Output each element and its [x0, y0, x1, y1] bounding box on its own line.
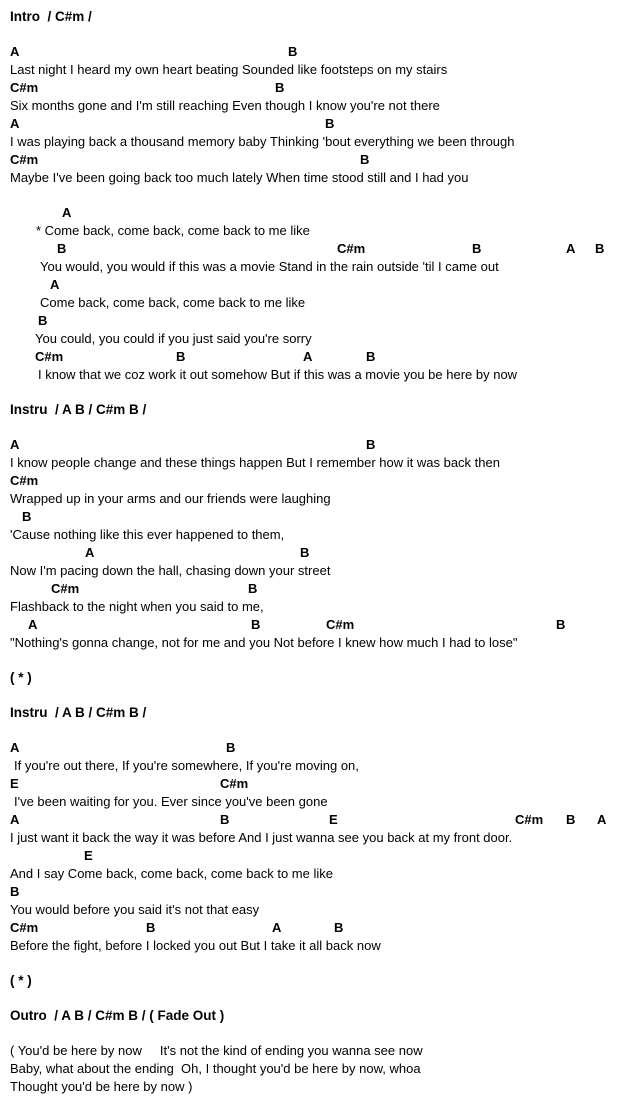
chord: B: [566, 812, 576, 827]
chord: B: [248, 581, 258, 596]
chord-line: [0, 115, 620, 133]
blank-line: [0, 187, 620, 204]
blank-line: [0, 652, 620, 669]
chord: C#m: [337, 241, 366, 256]
chord: A: [303, 349, 313, 364]
section-heading: [0, 1007, 620, 1025]
lyric-line: [0, 598, 620, 616]
chord: B: [360, 152, 370, 167]
chord: B: [38, 313, 48, 328]
chord-line: [0, 312, 620, 330]
lyric-text: If you're out there, If you're somewhere, If you're moving on,: [14, 758, 359, 773]
section-heading-text: Intro / C#m /: [10, 9, 92, 24]
lyric-line: [0, 937, 620, 955]
lyric-text: You would before you said it's not that easy: [10, 902, 260, 917]
lyric-line: [0, 865, 620, 883]
chord: B: [288, 44, 298, 59]
section-heading-text: Instru / A B / C#m B /: [10, 705, 147, 720]
lyric-line: [0, 1078, 620, 1096]
chord: E: [329, 812, 338, 827]
chord-line: [0, 204, 620, 222]
chord-line: [0, 472, 620, 490]
section-heading: [0, 8, 620, 26]
section-heading-text: Outro / A B / C#m B / ( Fade Out ): [10, 1008, 225, 1023]
blank-line: [0, 955, 620, 972]
chord: A: [10, 740, 20, 755]
blank-line: [0, 384, 620, 401]
chord: B: [10, 884, 20, 899]
lyric-text: Now I'm pacing down the hall, chasing down your street: [10, 563, 331, 578]
lyric-line: [0, 793, 620, 811]
lyric-text: Last night I heard my own heart beating Sounded like footsteps on my stairs: [10, 62, 448, 77]
chord-line: [0, 811, 620, 829]
section-heading-text: ( * ): [10, 670, 32, 685]
lyric-text: ( You'd be here by now It's not the kind of ending you wanna see now: [10, 1043, 423, 1058]
chord-line: [0, 240, 620, 258]
chord: A: [10, 44, 20, 59]
chord-line: [0, 348, 620, 366]
lyric-text: Baby, what about the ending Oh, I thought you'd be here by now, whoa: [10, 1061, 421, 1076]
lyric-line: [0, 901, 620, 919]
chord: B: [146, 920, 156, 935]
lyric-text: Six months gone and I'm still reaching Even though I know you're not there: [10, 98, 440, 113]
chord: B: [220, 812, 230, 827]
chord-line: [0, 151, 620, 169]
lyric-text: Wrapped up in your arms and our friends were laughing: [10, 491, 331, 506]
chord: C#m: [51, 581, 80, 596]
chord: E: [10, 776, 19, 791]
chord: B: [57, 241, 67, 256]
lyric-line: [0, 526, 620, 544]
chord-line: [0, 508, 620, 526]
chord: B: [22, 509, 32, 524]
lyric-text: I've been waiting for you. Ever since you've been gone: [14, 794, 328, 809]
lyric-text: Flashback to the night when you said to me,: [10, 599, 264, 614]
chord: B: [176, 349, 186, 364]
lyric-line: [0, 330, 620, 348]
chord-line: [0, 847, 620, 865]
chord: C#m: [326, 617, 355, 632]
blank-line: [0, 722, 620, 739]
lyric-line: [0, 61, 620, 79]
chord: C#m: [10, 920, 39, 935]
lyric-line: [0, 97, 620, 115]
lyric-line: [0, 294, 620, 312]
chord: C#m: [515, 812, 544, 827]
lyric-text: "Nothing's gonna change, not for me and you Not before I knew how much I had to lose": [10, 635, 518, 650]
section-heading-text: Instru / A B / C#m B /: [10, 402, 147, 417]
chord: B: [472, 241, 482, 256]
blank-line: [0, 687, 620, 704]
chord: B: [300, 545, 310, 560]
lyric-line: [0, 366, 620, 384]
chord-line: [0, 580, 620, 598]
chord: A: [272, 920, 282, 935]
lyric-line: [0, 634, 620, 652]
chord: B: [556, 617, 566, 632]
chord-line: [0, 775, 620, 793]
lyric-text: I was playing back a thousand memory baby Thinking 'bout everything we been through: [10, 134, 515, 149]
lyric-line: [0, 829, 620, 847]
chord: A: [62, 205, 72, 220]
section-heading-text: ( * ): [10, 973, 32, 988]
section-heading: [0, 972, 620, 990]
chord: A: [10, 812, 20, 827]
chord: B: [366, 437, 376, 452]
chord-line: [0, 436, 620, 454]
chord: A: [10, 116, 20, 131]
lyric-line: [0, 1060, 620, 1078]
chord: C#m: [35, 349, 64, 364]
lyric-text: Before the fight, before I locked you out But I take it all back now: [10, 938, 381, 953]
chord: A: [85, 545, 95, 560]
chord: B: [325, 116, 335, 131]
lyric-text: * Come back, come back, come back to me like: [36, 223, 310, 238]
chord-line: [0, 43, 620, 61]
chord-line: [0, 79, 620, 97]
chord-line: [0, 616, 620, 634]
chord: A: [10, 437, 20, 452]
chord-line: [0, 919, 620, 937]
blank-line: [0, 26, 620, 43]
lyric-line: [0, 133, 620, 151]
chord: B: [275, 80, 285, 95]
chord: B: [334, 920, 344, 935]
lyric-text: You could, you could if you just said you're sorry: [35, 331, 312, 346]
lyric-line: [0, 454, 620, 472]
chord: E: [84, 848, 93, 863]
chord: A: [597, 812, 607, 827]
lyric-text: 'Cause nothing like this ever happened to them,: [10, 527, 285, 542]
chord-line: [0, 544, 620, 562]
chord: B: [595, 241, 605, 256]
chord: C#m: [10, 473, 39, 488]
lyric-text: Come back, come back, come back to me like: [40, 295, 306, 310]
blank-line: [0, 1025, 620, 1042]
chord: C#m: [10, 80, 39, 95]
lyric-text: Thought you'd be here by now ): [10, 1079, 193, 1094]
chord-line: [0, 883, 620, 901]
lyric-text: And I say Come back, come back, come back to me like: [10, 866, 333, 881]
section-heading: [0, 401, 620, 419]
lyric-line: [0, 490, 620, 508]
chord: B: [366, 349, 376, 364]
chord: A: [566, 241, 576, 256]
section-heading: [0, 704, 620, 722]
chord: A: [50, 277, 60, 292]
lyric-line: [0, 222, 620, 240]
lyric-line: [0, 169, 620, 187]
chord-line: [0, 739, 620, 757]
lyric-text: Maybe I've been going back too much lately When time stood still and I had you: [10, 170, 469, 185]
section-heading: [0, 669, 620, 687]
chord: B: [251, 617, 261, 632]
lyric-line: [0, 562, 620, 580]
chord: B: [226, 740, 236, 755]
lyric-text: I know that we coz work it out somehow But if this was a movie you be here by now: [38, 367, 518, 382]
lyric-text: You would, you would if this was a movie Stand in the rain outside 'til I came out: [40, 259, 499, 274]
blank-line: [0, 419, 620, 436]
lyric-text: I just want it back the way it was before And I just wanna see you back at my front door.: [10, 830, 513, 845]
chord: C#m: [10, 152, 39, 167]
chord-line: [0, 276, 620, 294]
lyric-line: [0, 258, 620, 276]
lyric-line: [0, 757, 620, 775]
lyric-line: [0, 1042, 620, 1060]
chord: C#m: [220, 776, 249, 791]
lyric-text: I know people change and these things happen But I remember how it was back then: [10, 455, 500, 470]
chord: A: [28, 617, 38, 632]
blank-line: [0, 990, 620, 1007]
